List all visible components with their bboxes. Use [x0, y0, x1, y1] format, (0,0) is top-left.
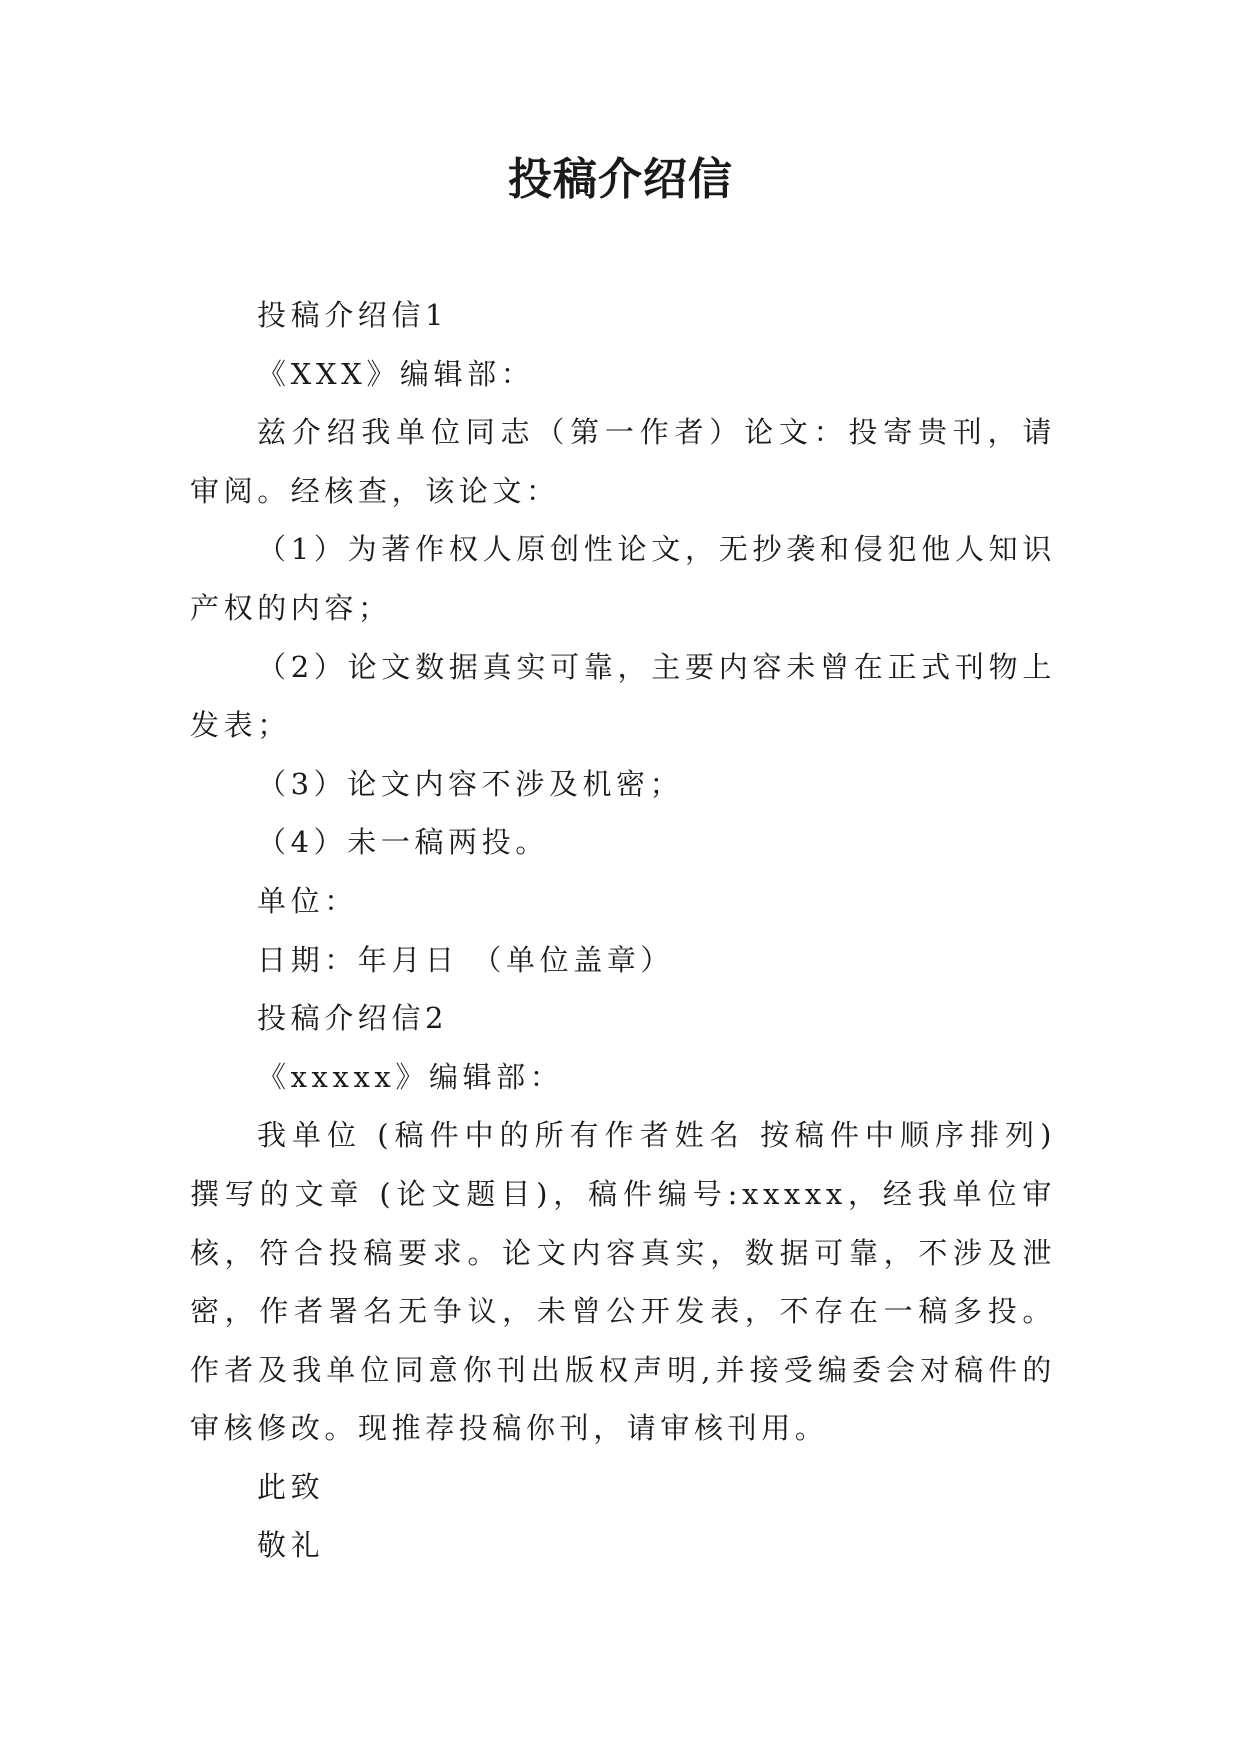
paragraph-item-4: （4）未一稿两投。 — [257, 825, 549, 860]
paragraph-heading-1: 投稿介绍信1 — [257, 298, 449, 332]
paragraph-unit: 单位： — [257, 883, 358, 918]
paragraph-heading-2: 投稿介绍信2 — [257, 1001, 449, 1036]
document-title: 投稿介绍信 — [508, 154, 733, 205]
paragraph-item-2: （2）论文数据真实可靠，主要内容未曾在正式刊物上发表； — [190, 649, 1056, 743]
paragraph-date: 日期：年月日 （单位盖章） — [257, 942, 675, 977]
paragraph-item-1: （1）为著作权人原创性论文，无抄袭和侵犯他人知识产权的内容； — [190, 532, 1056, 625]
document-body — [190, 286, 1056, 1575]
paragraph-salutation-1: 《XXX》编辑部： — [257, 356, 535, 391]
paragraph-regards: 敬礼 — [257, 1528, 325, 1563]
paragraph-body-2: 我单位 (稿件中的所有作者姓名 按稿件中顺序排列) 撰写的文章 (论文题目)，稿件编号:xxxxx，经我单位审核，符合投稿要求。论文内容真实，数据可靠，不涉及泄密，作者署名无争议，未曾公开发表，不存在一稿多投。作者及我单位同意你刊出版权声明,并接受编委会对稿件的审核修改。现推荐投稿你刊，请审核刊用。 — [190, 1118, 1056, 1446]
paragraph-salutation-2: 《xxxxx》编辑部： — [257, 1059, 564, 1094]
paragraph-item-3: （3）论文内容不涉及机密； — [257, 766, 684, 801]
paragraph-intro-1: 兹介绍我单位同志（第一作者）论文：投寄贵刊，请审阅。经核查，该论文： — [190, 415, 1056, 508]
paragraph-closing: 此致 — [257, 1469, 325, 1504]
